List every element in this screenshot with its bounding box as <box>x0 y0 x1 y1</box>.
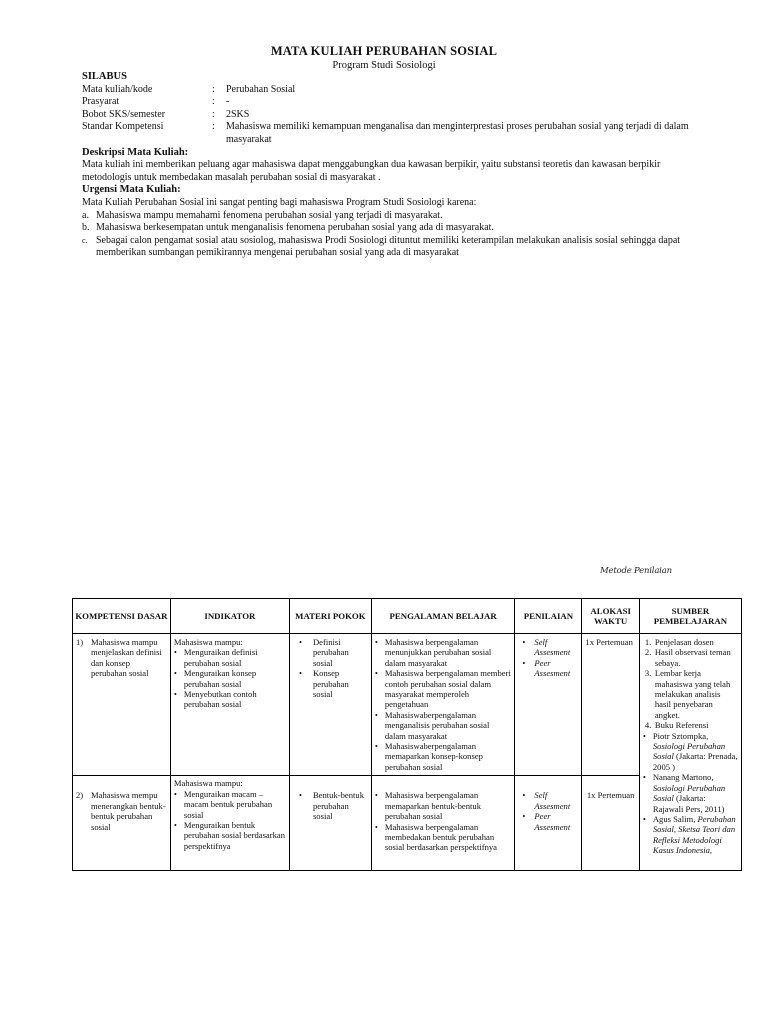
document-title: MATA KULIAH PERUBAHAN SOSIAL <box>270 44 498 58</box>
book-author: Nanang Martono, <box>652 772 714 783</box>
book-publisher: (Jakarta: Prenada, 2005 ) <box>652 751 738 772</box>
penilaian-cell <box>515 634 582 776</box>
indikator-intro: Mahasiswa mampu: <box>173 637 243 647</box>
list-item <box>174 689 286 710</box>
book-author: Agus Salim, <box>652 813 696 824</box>
list-item-text: Self Assesment <box>534 790 571 811</box>
list-item <box>82 210 700 223</box>
pengalaman-list <box>375 790 512 852</box>
document-subtitle: Program Studi Sosiologi <box>332 60 436 71</box>
bullet-icon: • <box>522 790 526 801</box>
penilaian-list <box>518 790 578 832</box>
list-item-text: Mahasiswaberpengalaman menganalisis perubahan sosial dalam masyarakat <box>384 709 490 741</box>
list-item <box>645 637 738 647</box>
bullet-icon: • <box>374 709 378 720</box>
penilaian-list <box>518 637 578 679</box>
list-item <box>522 790 578 811</box>
list-item-text: Konsep perubahan sosial <box>312 668 349 700</box>
list-item <box>375 637 512 668</box>
list-number: 3. <box>644 668 652 679</box>
materi-list <box>293 790 368 821</box>
bullet-icon: • <box>374 821 378 832</box>
alokasi-text: 1x Pertemuan <box>585 637 633 647</box>
margin-note: Metode Penilaian <box>600 566 672 576</box>
urgensi-list <box>82 210 700 260</box>
materi-cell <box>289 776 371 871</box>
list-item-text: Bentuk-bentuk perubahan sosial <box>312 790 365 822</box>
bullet-icon: • <box>374 790 378 801</box>
list-item <box>645 720 738 730</box>
urgensi-intro: Mata Kuliah Perubahan Sosial ini sangat penting bagi mahasiswa Program Studi Sosiologi karena: <box>82 196 477 208</box>
list-item <box>375 741 512 772</box>
list-item-text: Mahasiswa berpengalaman membedakan bentuk perubahan sosial berdasarkan perspektifnya <box>384 821 497 853</box>
bullet-icon: • <box>374 637 378 647</box>
bullet-icon: • <box>173 647 177 658</box>
book-title: Perubahan Sosial, Sketsa Teori dan Refleksi Metodologi Kasus Indonesia, <box>652 813 736 856</box>
deskripsi-text: Mata kuliah ini memberikan peluang agar mahasiswa dapat menggabungkan dua kawasan berpikir, yaitu substansi teoretis dan kawasan berpikir metodologis untuk membedakan masalah perubahan sosial di masyarakat . <box>82 159 661 183</box>
kompetensi-cell <box>73 634 171 776</box>
column-header: ALOKASI WAKTU <box>582 599 639 634</box>
indikator-list <box>174 647 286 709</box>
list-item-text: Mahasiswa berkesempatan untuk menganalisis fenomena perubahan sosial yang ada di masyarakat. <box>96 222 494 234</box>
kd-text: Mahasiswa mampu menjelaskan definisi dan konsep perubahan sosial <box>91 637 162 679</box>
table-header-row <box>73 599 742 634</box>
column-header: KOMPETENSI DASAR <box>73 599 171 634</box>
list-item <box>375 822 512 853</box>
bullet-icon: • <box>522 637 526 647</box>
meta-label: Standar Kompetensi <box>82 121 164 133</box>
meta-value: - <box>226 96 230 108</box>
meta-label: Mata kuliah/kode <box>82 83 153 95</box>
book-publisher: (Jakarta: Rajawali Pers, 2011) <box>652 793 725 814</box>
bullet-icon: • <box>173 668 177 679</box>
kompetensi-cell <box>73 776 171 871</box>
list-item <box>522 658 578 679</box>
sumber-list <box>643 637 738 731</box>
table-row <box>73 634 742 776</box>
list-item-text: Hasil observasi teman sebaya. <box>654 647 731 668</box>
meta-row <box>82 96 700 109</box>
bullet-icon: • <box>522 657 526 668</box>
list-item-text: Buku Referensi <box>654 720 709 731</box>
alokasi-cell <box>582 634 639 776</box>
meta-row <box>82 109 700 122</box>
list-item-text: Menguraikan definisi perubahan sosial <box>183 647 258 668</box>
meta-row <box>82 84 700 97</box>
indikator-list <box>174 789 286 851</box>
list-item <box>299 668 368 699</box>
list-item-text: Menyebutkan contoh perubahan sosial <box>183 689 257 710</box>
kd-text: Mahasiswa mempu menerangkan bentuk-bentuk perubahan sosial <box>91 790 166 832</box>
list-item <box>375 790 512 821</box>
meta-list <box>82 84 700 147</box>
bullet-icon: • <box>642 772 646 783</box>
list-item-text: Definisi perubahan sosial <box>312 637 349 668</box>
kd-number: 1) <box>76 637 84 647</box>
meta-value: Perubahan Sosial <box>226 83 296 95</box>
indikator-intro: Mahasiswa mampu: <box>173 778 243 789</box>
list-item <box>174 789 286 820</box>
pengalaman-cell <box>371 776 515 871</box>
bullet-icon: • <box>374 741 378 752</box>
list-item <box>299 637 368 668</box>
materi-cell <box>289 634 371 776</box>
list-item-text: Penjelasan dosen <box>654 637 714 647</box>
list-item-text: Peer Assesment <box>534 811 571 832</box>
list-item <box>375 710 512 741</box>
list-item <box>82 222 700 235</box>
column-header: MATERI POKOK <box>289 599 371 634</box>
book-title: Sosiologi Perubahan Sosial <box>652 741 726 762</box>
list-item-text: Mahasiswaberpengalaman memaparkan konsep-konsep perubahan sosial <box>384 741 483 772</box>
list-item-text: Mahasiswa berpengalaman menunjukkan perubahan sosial dalam masyarakat <box>384 637 492 668</box>
bullet-icon: • <box>298 668 302 679</box>
meta-colon: : <box>212 108 215 120</box>
column-header: PENGALAMAN BELAJAR <box>371 599 515 634</box>
bullet-icon: • <box>173 788 177 799</box>
book-item <box>643 814 738 856</box>
urgensi-heading: Urgensi Mata Kuliah: <box>82 184 181 196</box>
alokasi-cell <box>582 776 639 871</box>
list-marker: c. <box>82 235 88 245</box>
meta-colon: : <box>212 96 215 108</box>
list-item <box>645 668 738 720</box>
list-marker: b. <box>82 222 90 234</box>
alokasi-text: 1x Pertemuan <box>586 790 635 801</box>
list-item <box>645 647 738 668</box>
list-item-text: Lembar kerja mahasiswa yang telah melakukan analisis hasil penyebaran angket. <box>654 668 731 720</box>
book-item <box>643 772 738 814</box>
pengalaman-cell <box>371 634 515 776</box>
list-item-text: Sebagai calon pengamat sosial atau sosiolog, mahasiswa Prodi Sosiologi dituntut memiliki keterampilan melakukan analisis sosial sehingga dapat memberikan sumbangan pemikirannya mengenai perubahan sosial yang ada di masyarakat <box>96 234 681 259</box>
list-item <box>299 790 368 821</box>
list-item-text: Menguraikan macam – macam bentuk perubahan sosial <box>183 788 273 820</box>
list-item <box>82 235 700 260</box>
meta-row <box>82 121 700 146</box>
list-item <box>375 668 512 710</box>
list-item <box>174 820 286 851</box>
silabus-heading: SILABUS <box>82 71 127 82</box>
meta-value: Mahasiswa memiliki kemampuan menganalisa dan menginterprestasi proses perubahan sosial yang terjadi di dalam masyarakat <box>226 121 689 145</box>
bullet-icon: • <box>298 790 302 801</box>
list-item-text: Mahasiswa berpengalaman memberi contoh perubahan sosial dalam masyarakat memperoleh pengetahuan <box>384 668 511 710</box>
meta-colon: : <box>212 121 215 133</box>
deskripsi-heading: Deskripsi Mata Kuliah: <box>82 146 189 158</box>
syllabus-table <box>72 598 742 871</box>
list-item-text: Mahasiswa mampu memahami fenomena perubahan sosial yang terjadi di masyarakat. <box>96 209 443 221</box>
list-marker: a. <box>82 209 89 221</box>
sumber-cell <box>639 634 741 871</box>
list-item-text: Peer Assesment <box>534 657 571 679</box>
bullet-icon: • <box>173 819 177 830</box>
book-item <box>643 731 738 773</box>
list-number: 2. <box>644 647 652 658</box>
list-number: 1. <box>644 637 652 647</box>
meta-label: Bobot SKS/semester <box>82 108 166 120</box>
kd-number: 2) <box>76 790 84 801</box>
column-header: SUMBER PEMBELAJARAN <box>639 599 741 634</box>
meta-colon: : <box>212 83 215 95</box>
meta-label: Prasyarat <box>82 96 120 108</box>
indikator-cell <box>170 776 289 871</box>
column-header: INDIKATOR <box>170 599 289 634</box>
list-number: 4. <box>644 720 652 731</box>
book-author: Piotr Sztompka, <box>652 730 709 741</box>
book-list <box>643 731 738 856</box>
penilaian-cell <box>515 776 582 871</box>
bullet-icon: • <box>522 811 526 822</box>
column-header: PENILAIAN <box>515 599 582 634</box>
list-item-text: Menguraikan konsep perubahan sosial <box>183 668 257 689</box>
bullet-icon: • <box>374 668 378 679</box>
bullet-icon: • <box>173 689 177 700</box>
bullet-icon: • <box>642 730 646 741</box>
meta-value: 2SKS <box>226 108 250 120</box>
bullet-icon: • <box>298 637 302 647</box>
list-item-text: Menguraikan bentuk perubahan sosial berdasarkan perspektifnya <box>183 819 286 851</box>
indikator-cell <box>170 634 289 776</box>
list-item <box>174 668 286 689</box>
pengalaman-list <box>375 637 512 772</box>
list-item-text: Self Assesment <box>534 637 571 658</box>
list-item <box>174 647 286 668</box>
bullet-icon: • <box>642 813 646 824</box>
list-item <box>522 811 578 832</box>
materi-list <box>293 637 368 699</box>
list-item-text: Mahasiswa berpengalaman memaparkan bentuk-bentuk perubahan sosial <box>384 790 482 822</box>
book-title: Sosiologi Perubahan Sosial <box>652 782 726 804</box>
syllabus-body <box>82 71 700 260</box>
list-item <box>522 637 578 658</box>
